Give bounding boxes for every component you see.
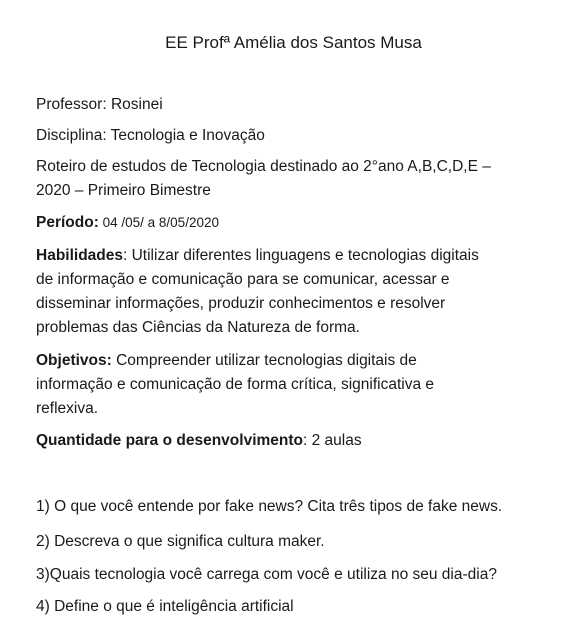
quantidade-value: : 2 aulas — [303, 432, 362, 449]
school-title: EE Profª Amélia dos Santos Musa — [165, 33, 422, 52]
habilidades-line-2: de informação e comunicação para se comunicar, acessar e — [36, 271, 450, 288]
habilidades-line-4: problemas das Ciências da Natureza de forma. — [36, 319, 360, 336]
roteiro-line-1: Roteiro de estudos de Tecnologia destinado ao 2°ano A,B,C,D,E – — [36, 158, 491, 175]
objetivos-label: Objetivos: — [36, 352, 112, 369]
periodo-value: 04 /05/ a 8/05/2020 — [98, 215, 219, 230]
quantidade-label: Quantidade para o desenvolvimento — [36, 432, 304, 449]
question-1: 1) O que você entende por fake news? Cita três tipos de fake news. — [36, 498, 503, 515]
objetivos-line-1 — [36, 349, 417, 373]
periodo-label: Período: — [36, 214, 99, 231]
objetivos-text-1: Compreender utilizar tecnologias digitais de — [111, 352, 417, 369]
objetivos-line-2: informação e comunicação de forma crítica, significativa e — [36, 376, 435, 393]
question-2: 2) Descreva o que significa cultura maker. — [36, 533, 325, 550]
objetivos-line-3: reflexiva. — [36, 400, 99, 417]
roteiro-line-2: 2020 – Primeiro Bimestre — [36, 182, 211, 199]
disciplina-line: Disciplina: Tecnologia e Inovação — [36, 127, 265, 144]
quantidade-line — [36, 429, 362, 453]
habilidades-text-1: : Utilizar diferentes linguagens e tecnologias digitais — [123, 247, 479, 264]
habilidades-line-3: disseminar informações, produzir conhecimentos e resolver — [36, 295, 446, 312]
habilidades-label: Habilidades — [36, 247, 123, 264]
habilidades-line-1 — [36, 244, 479, 268]
question-4: 4) Define o que é inteligência artificial — [36, 598, 294, 615]
periodo-line — [36, 211, 219, 235]
question-3: 3)Quais tecnologia você carrega com você e utiliza no seu dia-dia? — [36, 566, 497, 583]
professor-line: Professor: Rosinei — [36, 96, 163, 113]
